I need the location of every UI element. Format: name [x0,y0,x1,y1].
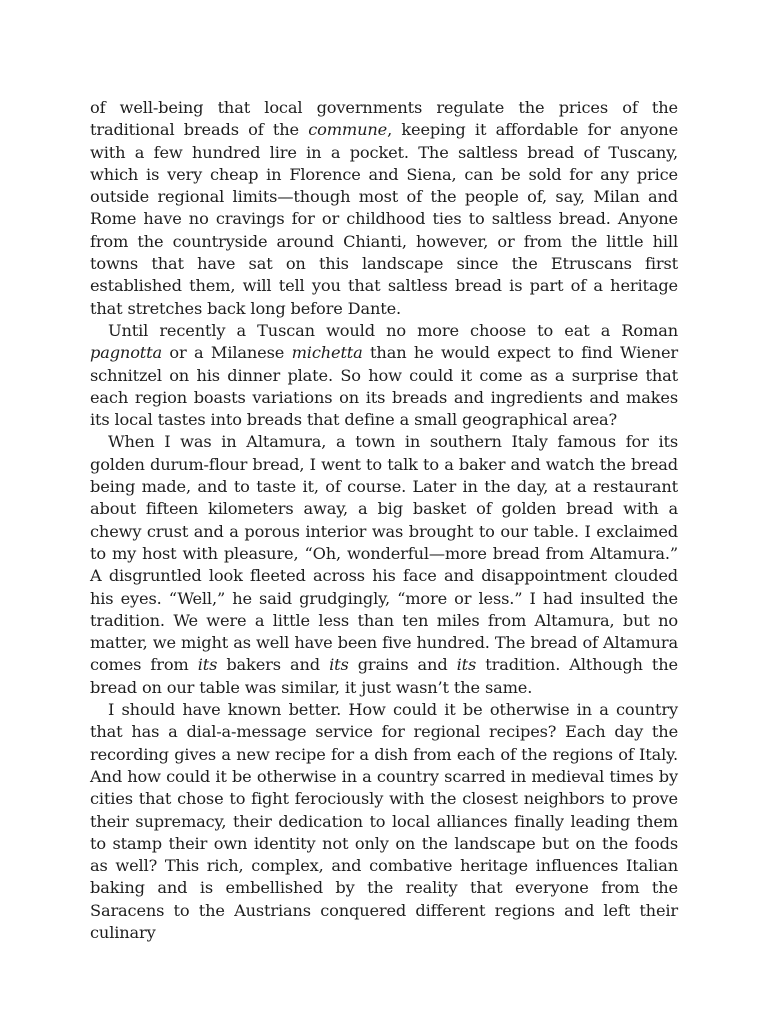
italic-term-pagnotta: pagnotta [90,343,163,363]
paragraph-1: of well-being that local governments regulate the prices of the traditional breads of the commune, keeping it affordable for anyone with a few hundred lire in a pocket. The saltless bread of Tuscany, which is very cheap in Florence and Siena, can be sold for any price outside regional limits—though most of the people of, say, Milan and Rome have no cravings for or childhood ties to saltless bread. Anyone from the countryside around Chianti, however, or from the little hill towns that have sat on this landscape since the Etruscans first established them, will tell you that saltless bread is part of a heritage that stretches back long before Dante. [90,98,678,318]
book-page-body [90,97,678,944]
italic-emphasis-its: its [329,655,349,675]
paragraph-3: When I was in Altamura, a town in southern Italy famous for its golden durum-flour bread, I went to talk to a baker and watch the bread being made, and to taste it, of course. Later in the day, at a restaurant about fifteen kilometers away, a big basket of golden bread with a chewy crust and a porous interior was brought to our table. I exclaimed to my host with pleasure, “Oh, wonderful—more bread from Altamura.” A disgruntled look fleeted across his face and disappointment clouded his eyes. “Well,” he said grudgingly, “more or less.” I had insulted the tradition. We were a little less than ten miles from Altamura, but no matter, we might as well have been five hundred. The bread of Altamura comes from its bakers and its grains and its tradition. Although the bread on our table was similar, it just wasn’t the same. [90,432,678,697]
italic-term-michetta: michetta [291,343,363,363]
paragraph-2: Until recently a Tuscan would no more choose to eat a Roman pagnotta or a Milanese michetta than he would expect to find Wiener schnitzel on his dinner plate. So how could it come as a surprise that each region boasts variations on its breads and ingredients and makes its local tastes into breads that define a small geographical area? [90,320,678,430]
italic-emphasis-its: its [456,655,477,675]
italic-emphasis-its: its [197,655,218,675]
paragraph-4: I should have known better. How could it be otherwise in a country that has a dial-a-message service for regional recipes? Each day the recording gives a new recipe for a dish from each of the regions of Italy. And how could it be otherwise in a country scarred in medieval times by cities that chose to fight ferociously with the closest neighbors to prove their supremacy, their dedication to local alliances finally leading them to stamp their own identity not only on the landscape but on the foods as well? This rich, complex, and combative heritage influences Italian baking and is embellished by the reality that everyone from the Saracens to the Austrians conquered different regions and left their culinary [90,700,678,942]
italic-term-commune: commune [308,120,388,140]
